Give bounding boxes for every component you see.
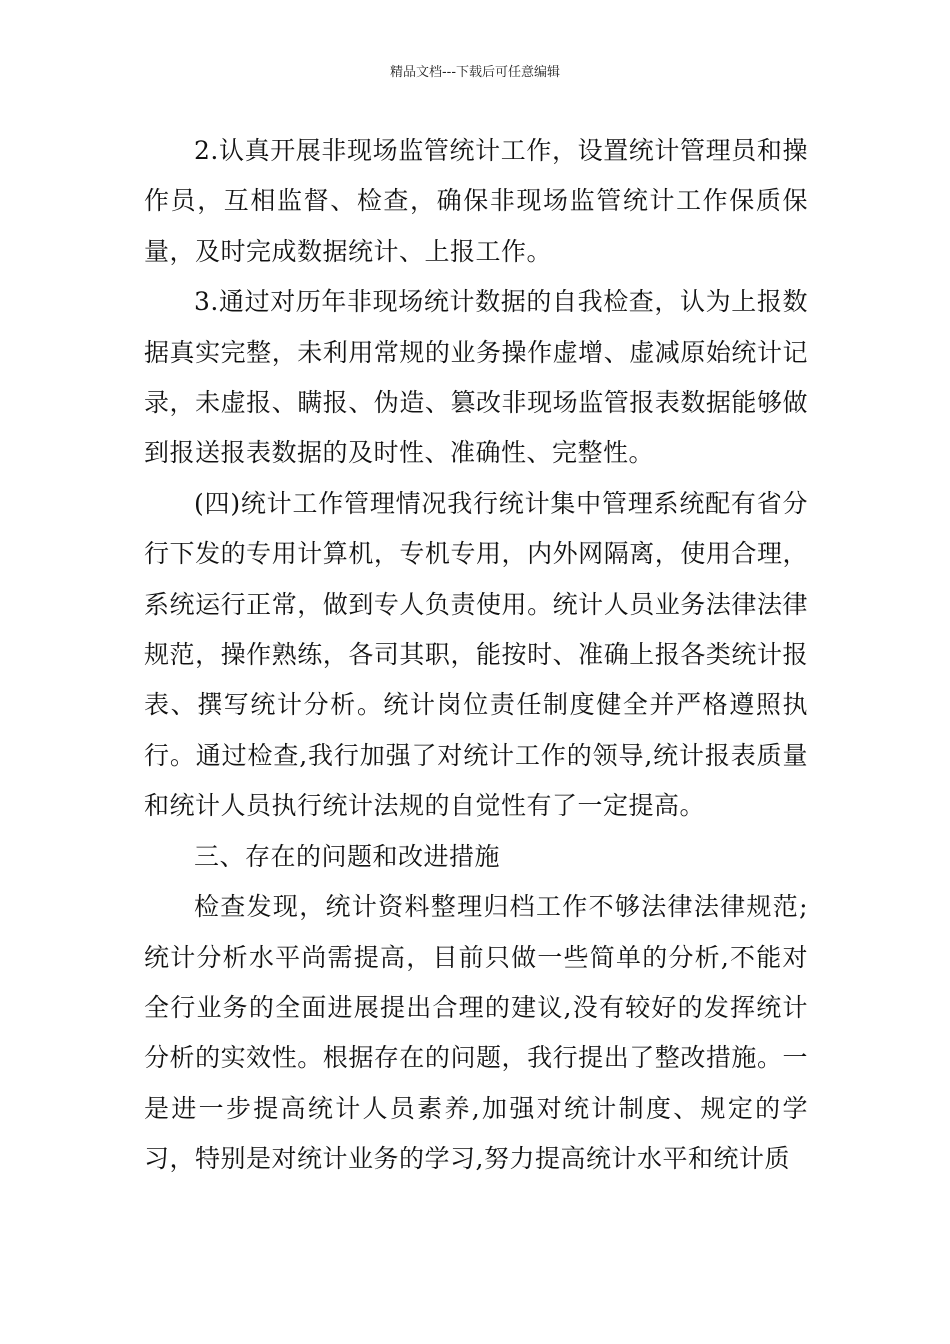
- page-header: 精品文档---下载后可任意编辑: [389, 65, 561, 80]
- document-body: [144, 126, 808, 1185]
- section-heading-problems: 三、存在的问题和改进措施: [194, 841, 501, 871]
- paragraph-self-inspection: 3.通过对历年非现场统计数据的自我检查，认为上报数据真实完整，未利用常规的业务操作虚增、虚减原始统计记录，未虚报、瞒报、伪造、篡改非现场监管报表数据能够做到报送报表数据的及时性、准确性、完整性。: [144, 287, 808, 468]
- paragraph-statistics-work: 2.认真开展非现场监管统计工作，设置统计管理员和操作员，互相监督、检查，确保非现场监管统计工作保质保量，及时完成数据统计、上报工作。: [144, 136, 808, 266]
- paragraph-findings: 检查发现，统计资料整理归档工作不够法律法律规范;统计分析水平尚需提高，目前只做一些简单的分析,不能对全行业务的全面进展提出合理的建议,没有较好的发挥统计分析的实效性。根据存在的问题，我行提出了整改措施。一是进一步提高统计人员素养,加强对统计制度、规定的学习，特别是对统计业务的学习,努力提高统计水平和统计质: [144, 892, 808, 1174]
- paragraph-management: (四)统计工作管理情况我行统计集中管理系统配有省分行下发的专用计算机，专机专用，内外网隔离，使用合理，系统运行正常，做到专人负责使用。统计人员业务法律法律规范，操作熟练，各司其职，能按时、准确上报各类统计报表、撰写统计分析。统计岗位责任制度健全并严格遵照执行。通过检查,我行加强了对统计工作的领导,统计报表质量和统计人员执行统计法规的自觉性有了一定提高。: [144, 488, 808, 821]
